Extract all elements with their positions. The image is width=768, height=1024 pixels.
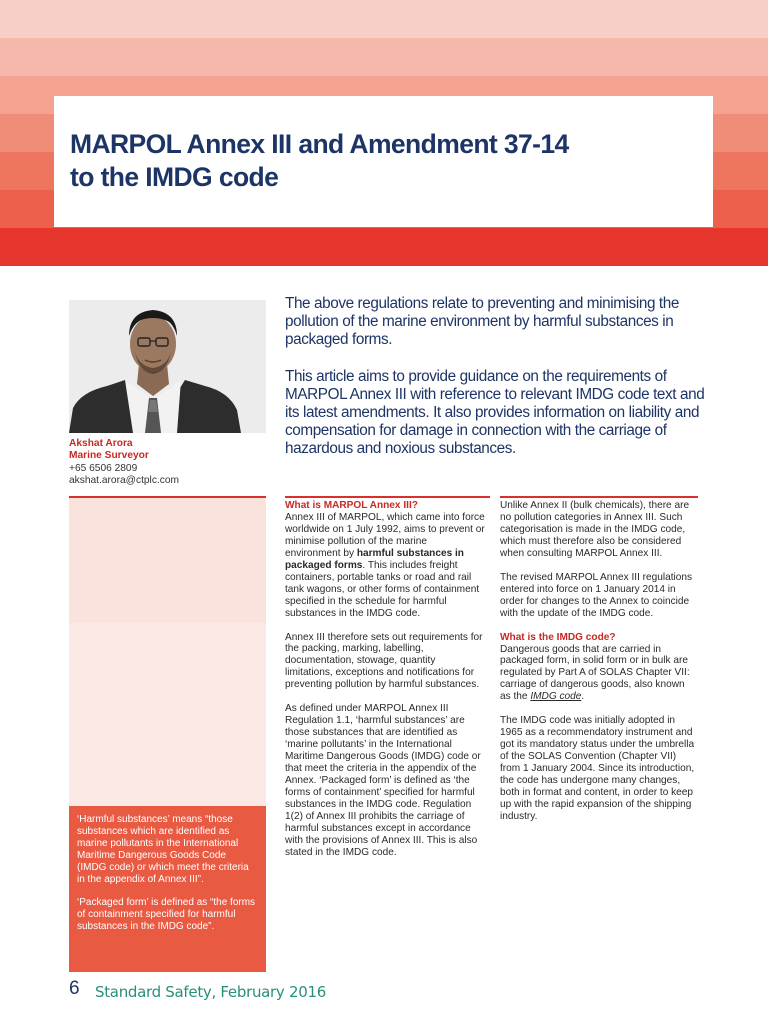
stripe <box>0 228 768 266</box>
imdg-code-link[interactable]: IMDG code <box>530 691 582 703</box>
sidebar-block <box>69 623 266 806</box>
body-paragraph: The IMDG code was initially adopted in 1965 as a recommendatory instrument and got its mandatory status under the umbrella of the SOLAS Convention (Chapter VII) from 1 January 2004. Since its introduction, the code has undergone many changes, both in format and content, in order to keep up with the rapid expansion of the shipping industry. <box>500 715 695 822</box>
callout-packaged-form: ‘Packaged form’ is defined as “the forms of containment specified for harmful substances in the IMDG code”. <box>77 897 256 933</box>
body-paragraph <box>285 512 485 620</box>
intro-paragraph-2: This article aims to provide guidance on the requirements of MARPOL Annex III with reference to relevant IMDG code text and its latest amendments. It also provides information on liability and compensation for damage in connection with the carriage of hazardous and noxious substances. <box>285 367 705 458</box>
column-rule-right <box>500 496 698 498</box>
intro-paragraph-1: The above regulations relate to preventing and minimising the pollution of the marine environment by harmful substances in packaged forms. <box>285 295 679 349</box>
callout-harmful-substances: ‘Harmful substances’ means “those substances which are identified as marine pollutants in the International Maritime Dangerous Goods Code (IMDG code) or which meet the criteria in the appendix of Annex III”. <box>77 814 249 885</box>
heading-what-is-marpol-annex-iii: What is MARPOL Annex III? <box>285 500 418 511</box>
author-name: Akshat Arora <box>69 438 133 449</box>
sidebar-block <box>69 498 266 623</box>
text-span: Annex III of MARPOL, which came into force worldwide on 1 July 1992, aims to prevent or minimise pollution of the marine environment by <box>285 511 485 559</box>
body-paragraph: As defined under MARPOL Annex III Regulation 1.1, ‘harmful substances’ are those substances that are identified as ‘marine pollutants’ in the International Maritime Dangerous Goods (IMDG) code or that meet the criteria in the appendix of the Annex. ‘Packaged form’ is defined as ‘the forms of containment’ specified for harmful substances in the IMDG code. Regulation 1(2) of Annex III prohibits the carriage of harmful substances except in accordance with the provisions of Annex III. This is also stated in the IMDG code. <box>285 703 481 858</box>
author-phone: +65 6506 2809 <box>69 462 138 474</box>
text-span: Dangerous goods that are carried in packaged form, in solid form or in bulk are regulated by Part A of SOLAS Chapter VII: carriage of dangerous goods, also known as the <box>500 643 690 703</box>
page-title <box>70 128 690 194</box>
stripe <box>0 0 768 38</box>
column-rule-left <box>285 496 490 498</box>
title-line-1: MARPOL Annex III and Amendment 37-14 <box>70 129 569 159</box>
author-portrait <box>69 300 266 433</box>
intro <box>285 295 705 477</box>
text-span: . This includes freight containers, portable tanks or road and rail tank wagons, or other forms of containment specified in the schedule for harmful substances in the IMDG code. <box>285 559 480 619</box>
text-span: . <box>581 691 585 703</box>
definitions-callout <box>69 806 266 972</box>
title-box <box>54 96 713 227</box>
author-role: Marine Surveyor <box>69 450 149 462</box>
stripe <box>0 38 768 76</box>
author-email[interactable]: akshat.arora@ctplc.com <box>69 475 179 487</box>
body-paragraph: Unlike Annex II (bulk chemicals), there are no pollution categories in Annex III. Such categorisation is made in the IMDG code, which must therefore also be considered when consulting MARPOL Annex III. <box>500 500 690 559</box>
author-card <box>69 438 266 488</box>
bold-span: harmful substances in packaged forms <box>285 547 464 571</box>
publication-title: Standard Safety, February 2016 <box>95 983 326 1001</box>
heading-what-is-imdg-code: What is the IMDG code? <box>500 631 616 643</box>
body-column-1 <box>285 500 485 871</box>
title-line-2: to the IMDG code <box>70 162 279 192</box>
page-number: 6 <box>69 978 80 999</box>
body-paragraph: The revised MARPOL Annex III regulations entered into force on 1 January 2014 in order for changes to the Annex to coincide with the update of the IMDG code. <box>500 571 693 619</box>
body-paragraph <box>500 644 698 704</box>
body-paragraph: Annex III therefore sets out requirements for the packing, marking, labelling, documentation, stowage, quantity limitations, exceptions and notifications for preventing pollution by harmful substances. <box>285 631 483 691</box>
body-column-2 <box>500 500 698 835</box>
